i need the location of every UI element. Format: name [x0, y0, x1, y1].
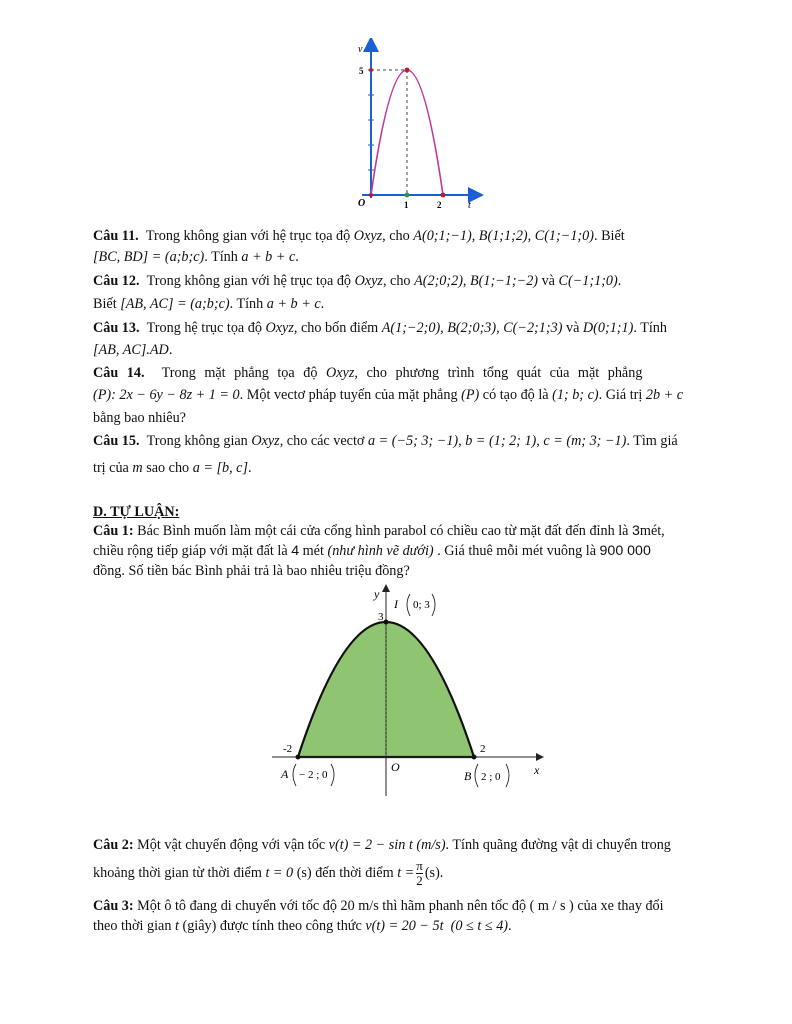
point-a-label: A: [281, 767, 289, 781]
question-13: Câu 13. Trong hệ trục tọa độ Oxyz, cho bốn điểm A(1;−2;0), B(2;0;3), C(−2;1;3) và D(0;1;1). Tính: [93, 320, 667, 336]
point-i-label: I: [394, 597, 398, 611]
question-14-line2: (P): 2x − 6y − 8z + 1 = 0. Một vectơ pháp tuyến của mặt phẳng (P) có tạo độ là (1; b; c). Giá trị 2b + c: [93, 387, 684, 403]
vector-c: c = (m; 3; −1): [543, 433, 627, 449]
cross-product-ab-ac: [AB, AC] = (a;b;c): [120, 296, 230, 312]
peak-tick: 3: [378, 611, 384, 623]
essay-question-3: Câu 3: Một ô tô đang di chuyển với tốc độ 20 m/s thì hãm phanh nên tốc độ ( m / s ) của xe thay đổi: [93, 898, 664, 914]
essay-question-3-line2: theo thời gian t (giây) được tính theo công thức v(t) = 20 − 5t (0 ≤ t ≤ 4).: [93, 918, 512, 934]
question-15: Câu 15. Trong không gian Oxyz, cho các vectơ a = (−5; 3; −1), b = (1; 2; 1), c = (m; 3; −1). Tìm giá: [93, 433, 678, 449]
question-12: Câu 12. Trong không gian với hệ trục tọa độ Oxyz, cho A(2;0;2), B(1;−1;−2) và C(−1;1;0).: [93, 273, 622, 289]
x-axis-label: t: [468, 200, 471, 211]
question-11: Câu 11. Trong không gian với hệ trục tọa độ Oxyz, cho A(0;1;−1), B(1;1;2), C(1;−1;0). Biết: [93, 228, 625, 244]
point-i-coord: 0; 3: [413, 599, 430, 611]
right-tick: 2: [480, 743, 486, 755]
essay-question-1-line3: đồng. Số tiền bác Bình phải trả là bao nhiêu triệu đồng?: [93, 563, 410, 579]
speed-function: v(t) = 20 − 5t: [365, 918, 444, 934]
velocity-graph: [340, 38, 490, 216]
essay-question-2-line2: khoảng thời gian từ thời điểm t = 0 (s) đến thời điểm t = $\frac{\pi}{2}$ (s).: [93, 858, 444, 889]
question-13-line2: [AB, AC].AD.: [93, 342, 173, 358]
velocity-function: v(t) = 2 − sin t (m/s): [328, 837, 446, 853]
point-b-coord: 2 ; 0: [481, 771, 501, 783]
point-a-coord: − 2 ; 0: [299, 769, 328, 781]
vector-a: a = (−5; 3; −1): [367, 433, 459, 449]
tick-2: 2: [437, 200, 442, 210]
question-15-line2: trị của m sao cho a = [b, c].: [93, 460, 252, 476]
y-axis-label: v: [358, 44, 363, 55]
essay-question-2: Câu 2: Một vật chuyển động với vận tốc v(t) = 2 − sin t (m/s). Tính quãng đường vật di chuyển trong: [93, 837, 671, 853]
cross-product-bc-bd: [BC, BD] = (a;b;c): [93, 249, 205, 265]
x-axis-label: x: [534, 763, 540, 777]
fraction-pi-over-2: $\frac{\pi}{2}$: [416, 858, 423, 889]
vector-b: b = (1; 2; 1): [465, 433, 537, 449]
origin-label: O: [358, 198, 366, 209]
origin-label: O: [391, 760, 400, 774]
question-11-line2: [BC, BD] = (a;b;c). Tính a + b + c.: [93, 249, 299, 265]
essay-question-1: Câu 1: Bác Bình muốn làm một cái cửa cổng hình parabol có chiều cao từ mặt đất đến đỉnh là 3mét,: [93, 523, 665, 539]
y-axis-label: y: [374, 587, 380, 601]
question-12-line2: Biết [AB, AC] = (a;b;c). Tính a + b + c.: [93, 296, 325, 312]
plane-equation: (P): 2x − 6y − 8z + 1 = 0: [93, 387, 240, 403]
tick-1: 1: [404, 200, 409, 210]
question-14: Câu 14. Trong mặt phẳng tọa độ Oxyz, cho phương trình tổng quát của mặt phẳng: [93, 365, 643, 381]
question-14-line3: bằng bao nhiêu?: [93, 410, 186, 426]
tick-5: 5: [359, 66, 364, 76]
mixed-product: [AB, AC].AD: [93, 342, 169, 358]
left-tick: -2: [283, 743, 293, 755]
gate-parabola-graph: [268, 584, 558, 802]
point-b-label: B: [464, 769, 472, 783]
essay-question-1-line2: chiều rộng tiếp giáp với mặt đất là 4 mét (như hình vẽ dưới) . Giá thuê mỗi mét vuông là 900 000: [93, 543, 651, 559]
section-d-title: D. TỰ LUẬN:: [93, 504, 180, 520]
